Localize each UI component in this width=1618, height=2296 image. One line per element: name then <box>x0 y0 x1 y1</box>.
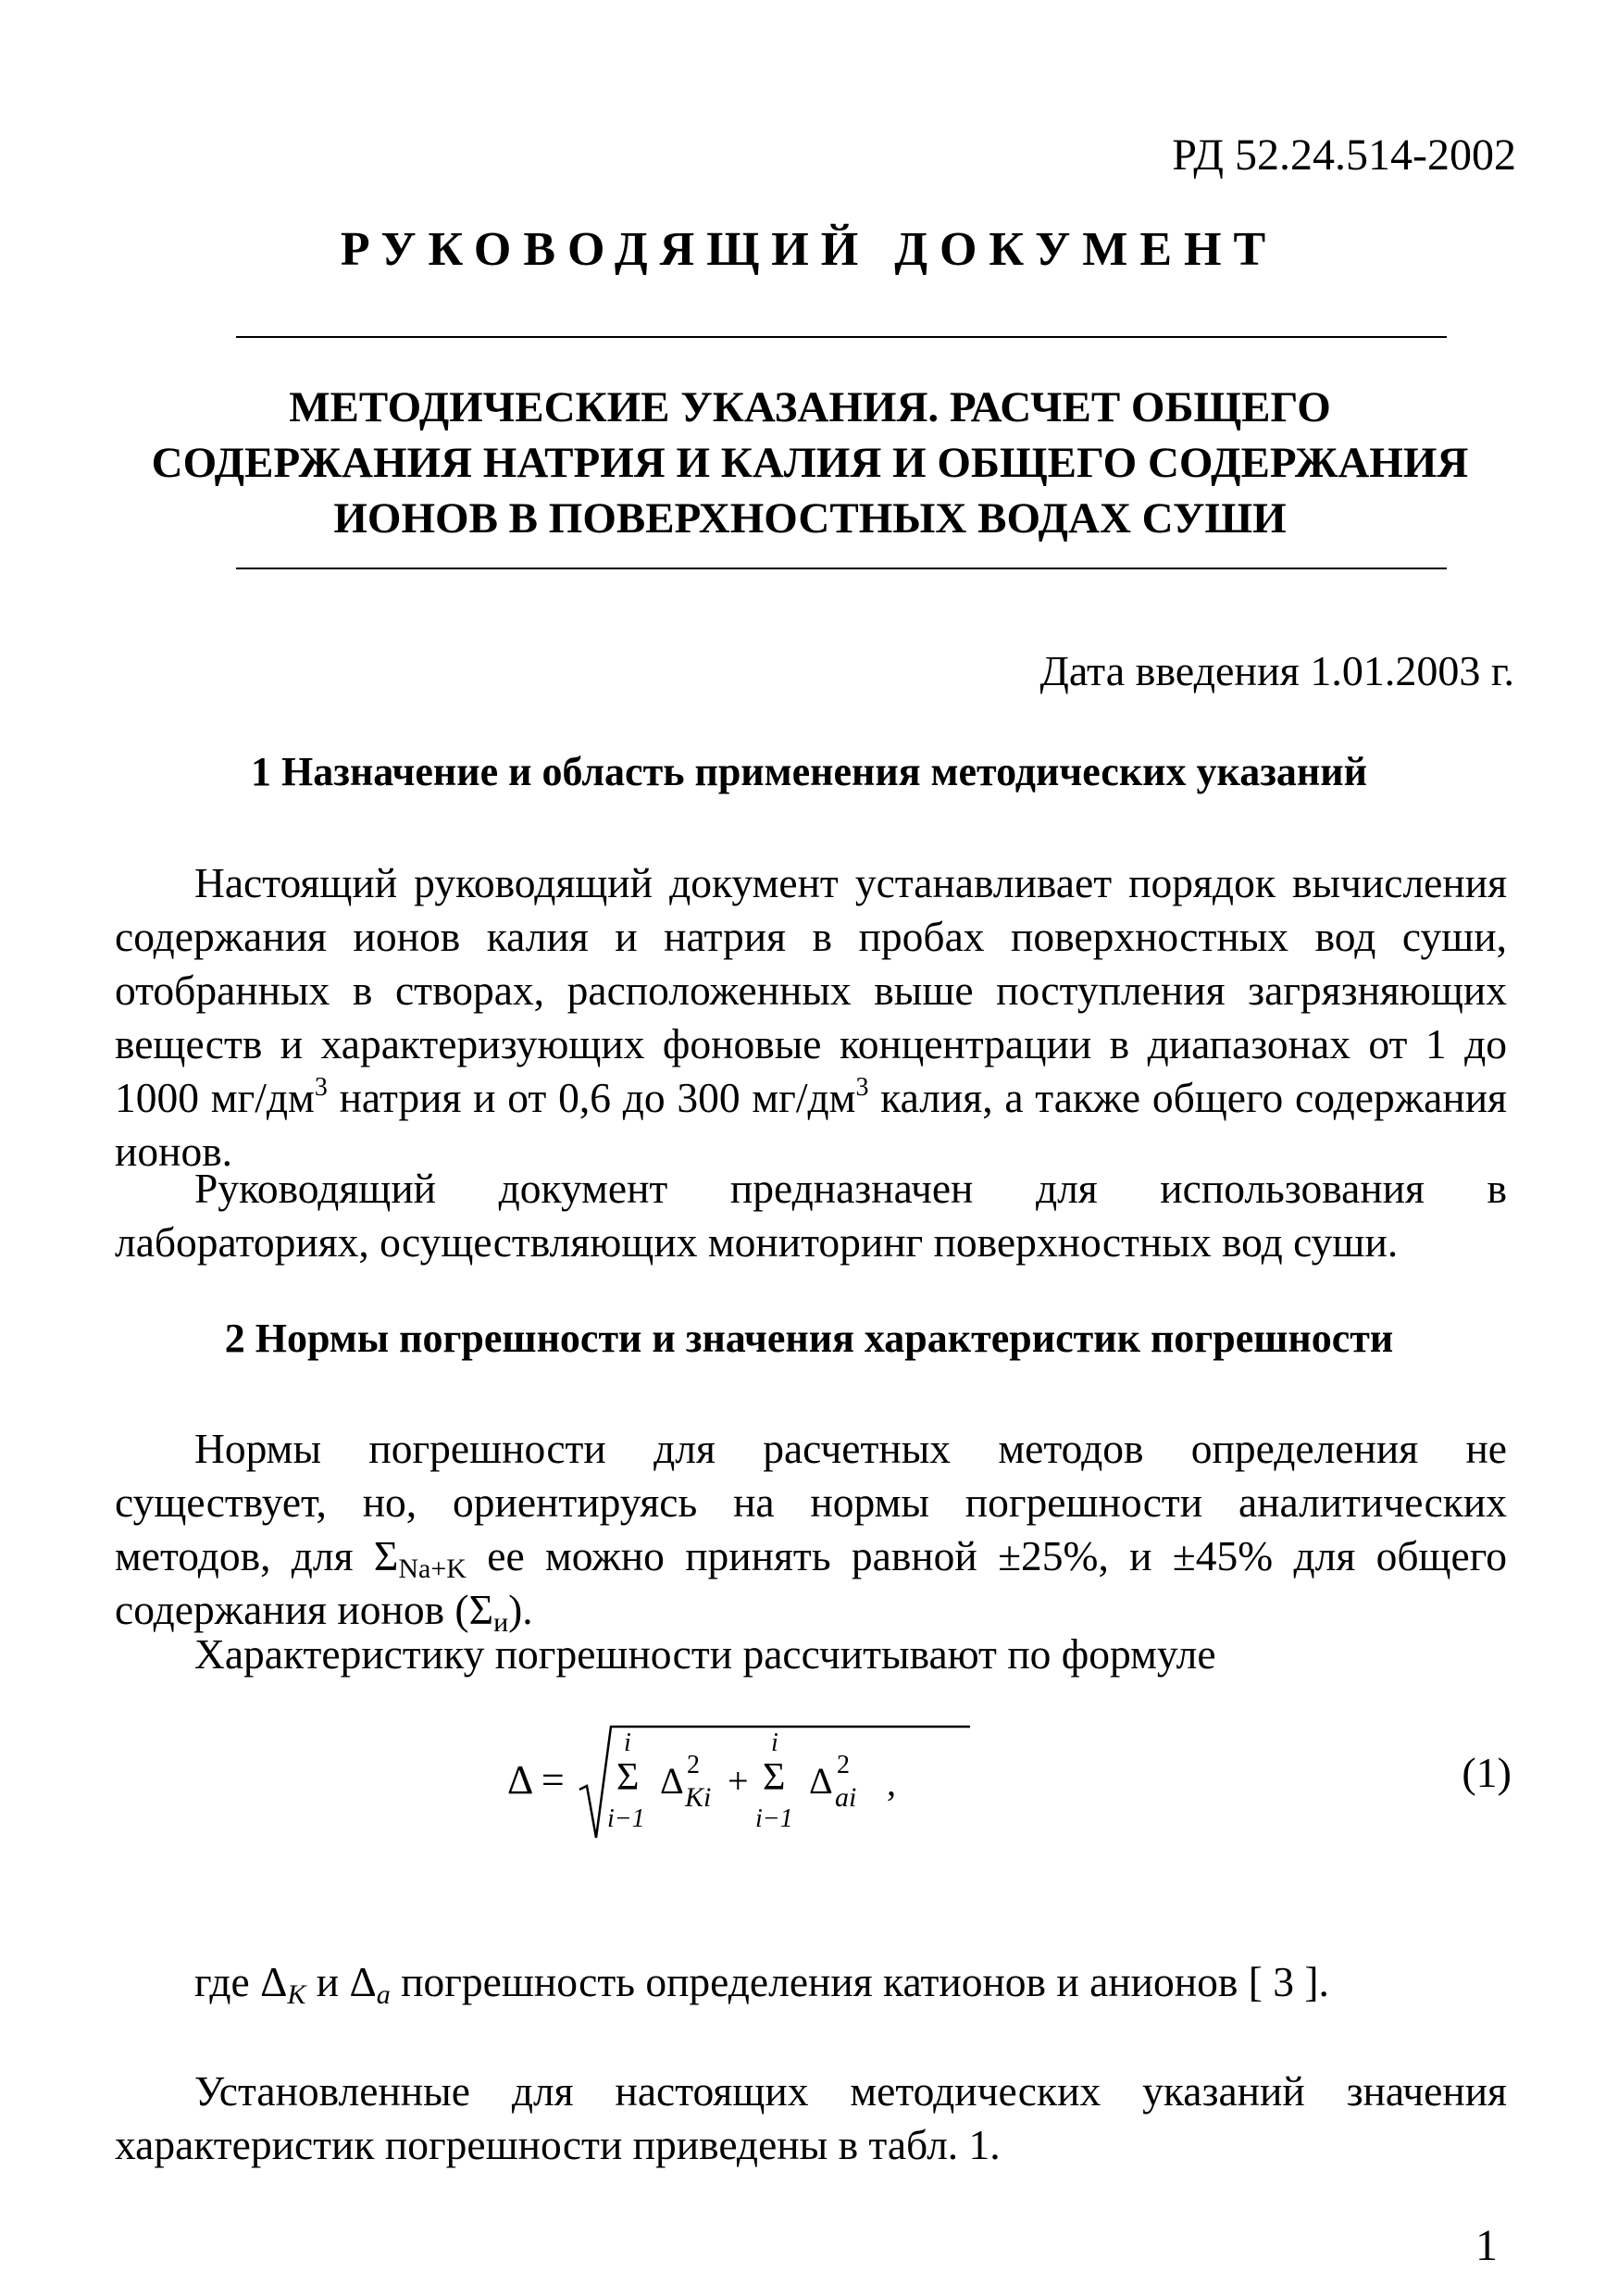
term-2-base: Δ <box>809 1760 833 1802</box>
equation-number: (1) <box>1462 1749 1512 1796</box>
document-id: РД 52.24.514-2002 <box>1172 131 1516 180</box>
plus-sign: + <box>728 1760 749 1802</box>
term-1-base: Δ <box>660 1760 684 1802</box>
sum-2-lower: i−1 <box>755 1804 793 1833</box>
sum-1-sign: Σ <box>616 1756 640 1799</box>
title-line-1: МЕТОДИЧЕСКИЕ УКАЗАНИЯ. РАСЧЕТ ОБЩЕГО <box>289 383 1331 431</box>
document-type-heading: РУКОВОДЯЩИЙ ДОКУМЕНТ <box>340 223 1278 276</box>
error-formula <box>507 1717 970 1847</box>
page-number: 1 <box>1475 2221 1498 2270</box>
introduction-date: Дата введения 1.01.2003 г. <box>1039 647 1514 694</box>
title-line-3: ИОНОВ В ПОВЕРХНОСТНЫХ ВОДАХ СУШИ <box>333 494 1287 543</box>
section-2-paragraph-2: Характеристику погрешности рассчитывают по формуле <box>194 1630 1216 1678</box>
sum-2-sign: Σ <box>763 1756 786 1799</box>
term-1-sup: 2 <box>687 1751 700 1779</box>
term-2-sup: 2 <box>837 1751 850 1779</box>
sum-1-lower: i−1 <box>607 1804 645 1833</box>
top-divider <box>236 336 1447 338</box>
section-1-paragraph-2: Руководящий документ предназначен для использования в лабораториях, осуществляющих мониторинг поверхностных вод суши. <box>115 1165 1507 1266</box>
term-1-sub: Ki <box>685 1782 712 1813</box>
document-title <box>102 380 1518 546</box>
formula-lhs: Δ = <box>507 1757 565 1803</box>
section-1-paragraph-1: Настоящий руководящий документ устанавливает порядок вычисления содержания ионов калия и натрия в пробах поверхностных вод суши, отобранных в створах, расположенных выше поступления загрязняющих веществ и характеризующих фоновые концентрации в диапазонах от 1 до 1000 $мг/дм^3$ натрия и от 0,6 до 300 $мг/дм^3$ калия, а также общего содержания ионов. <box>115 859 1507 1175</box>
term-2-sub: ai <box>835 1782 857 1813</box>
bottom-divider <box>236 568 1447 569</box>
section-2-heading: 2 Нормы погрешности и значения характеристик погрешности <box>224 1316 1394 1361</box>
formula-explanation: где $\Delta_K$ и $\Delta_a$ погрешность определения катионов и анионов [ 3 ]. <box>194 1958 1329 2010</box>
sum-2-upper: i <box>771 1728 778 1757</box>
section-1-heading: 1 Назначение и область применения методических указаний <box>251 749 1367 794</box>
title-line-2: СОДЕРЖАНИЯ НАТРИЯ И КАЛИЯ И ОБЩЕГО СОДЕРЖАНИЯ <box>151 439 1469 487</box>
sum-1-upper: i <box>624 1728 631 1757</box>
section-2-paragraph-1: Нормы погрешности для расчетных методов определения не существует, но, ориентируясь на нормы погрешности аналитических методов, для $\Sigma_{Na+K}$ ее можно принять равной ±25%, и ±45% для общего содержания ионов $(\Sigma_и)$. <box>115 1425 1507 1638</box>
section-2-paragraph-3: Установленные для настоящих методических указаний значения характеристик погрешности приведены в табл. 1. <box>115 2067 1507 2168</box>
formula-comma: , <box>887 1762 896 1803</box>
